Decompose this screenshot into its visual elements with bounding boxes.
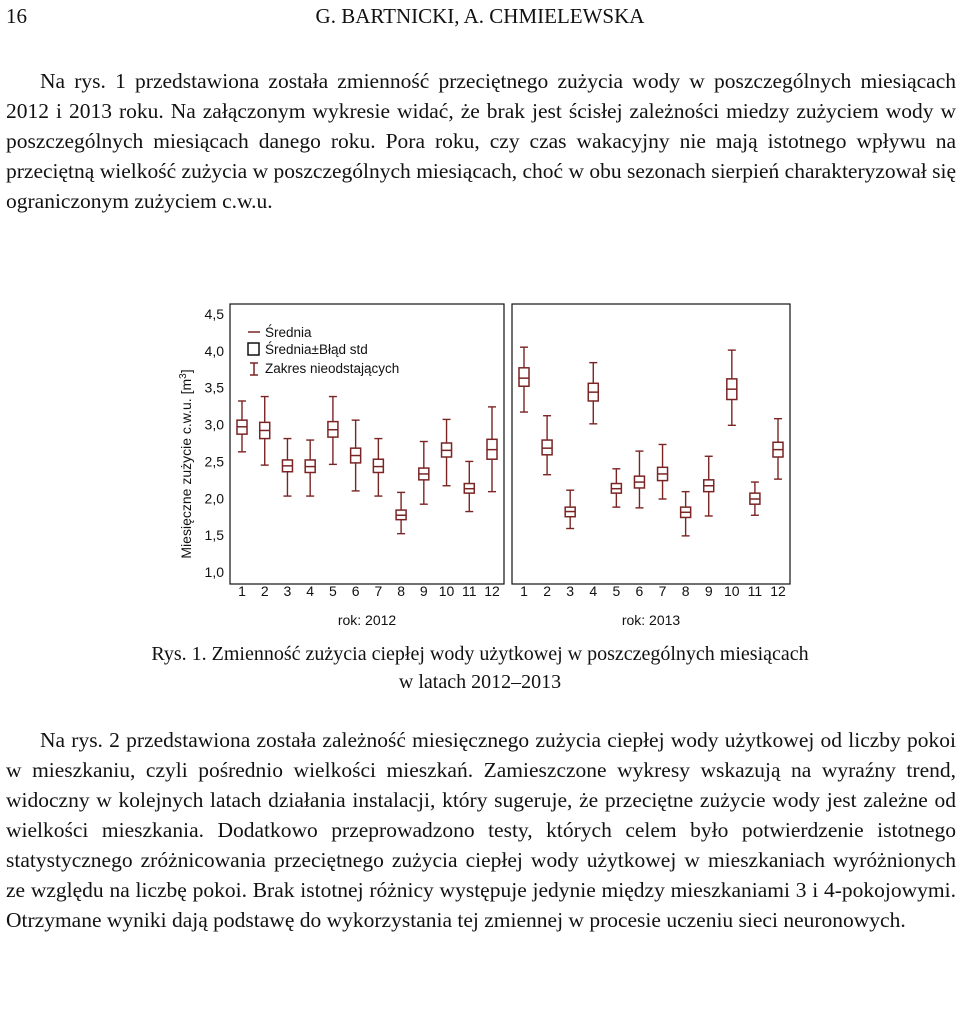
se-box <box>519 368 529 386</box>
page-header <box>0 4 960 34</box>
y-tick-label: 1,0 <box>204 564 224 580</box>
y-axis-ticks <box>205 306 225 580</box>
running-head-authors: G. BARTNICKI, A. CHMIELEWSKA <box>315 4 645 28</box>
panel-label: rok: 2012 <box>337 612 397 628</box>
x-tick-label: 6 <box>351 583 360 599</box>
x-tick-label: 12 <box>484 583 500 599</box>
x-tick-label: 8 <box>681 583 690 599</box>
paragraph-1: Na rys. 1 przedstawiona została zmienność przeciętnego zużycia wody w poszczególnych miesiącach 2012 i 2013 roku. Na załączonym wykresie widać, że brak jest ścisłej zależności miedzy zużyciem wody w poszczególnych miesiącach danego roku. Pora roku, czy czas wakacyjny nie mają istotnego wpływu na przeciętną wielkość zużycia w poszczególnych miesiącach, choć w obu sezonach sierpień charakteryzował się ograniczonym zużyciem c.w.u. <box>6 69 956 213</box>
y-axis-label: Miesięczne zużycie c.w.u. $[m^3]$ <box>178 369 194 559</box>
x-tick-label: 6 <box>635 583 644 599</box>
x-tick-label: 1 <box>238 583 246 599</box>
panel-label: rok: 2013 <box>621 612 681 628</box>
x-tick-label: 11 <box>461 583 477 599</box>
x-tick-label: 11 <box>747 583 763 599</box>
legend-se-marker <box>248 343 259 355</box>
caption-line-1: Rys. 1. Zmienność zużycia ciepłej wody użytkowej w poszczególnych miesiącach <box>151 643 809 665</box>
x-tick-label: 9 <box>704 583 713 599</box>
legend <box>248 325 399 376</box>
legend-entry-se: Średnia±Błąd std <box>265 342 368 357</box>
boxplot-chart <box>0 296 960 636</box>
y-tick-label: 4,5 <box>204 306 224 322</box>
x-tick-label: 7 <box>658 583 667 599</box>
y-tick-label: 3,5 <box>204 379 224 396</box>
x-tick-label: 3 <box>283 583 292 599</box>
y-tick-label: 1,5 <box>204 527 224 544</box>
x-tick-label: 2 <box>260 583 269 599</box>
paragraph-2: Na rys. 2 przedstawiona została zależność miesięcznego zużycia ciepłej wody użytkowej od liczby pokoi w mieszkaniu, czyli pośrednio wielkości mieszkań. Zamieszczone wykresy wskazują na wyraźny trend, widoczny w kolejnych latach działania instalacji, który sugeruje, że przeciętne zużycie wody jest zależne od wielkości mieszkania. Dodatkowo przeprowadzono testy, których celem było potwierdzenie istotnego statystycznego zróżnicowania przeciętnego zużycia ciepłej wody użytkowej w mieszkaniach wyróżnionych ze względu na liczbę pokoi. Brak istotnej różnicy występuje jedynie między mieszkaniami 3 i 4-pokojowymi. Otrzymane wyniki dają podstawę do wykorzystania tej zmiennej w procesie uczeniu sieci neuronowych. <box>6 728 956 932</box>
x-tick-label: 10 <box>438 583 455 599</box>
x-tick-label: 1 <box>520 583 528 599</box>
x-tick-label: 5 <box>612 583 621 599</box>
legend-entry-range: Zakres nieodstających <box>265 361 400 376</box>
x-tick-label: 5 <box>329 583 337 599</box>
x-tick-label: 4 <box>306 583 315 599</box>
panel-2013 <box>512 304 790 628</box>
y-tick-label: 2,5 <box>204 453 224 470</box>
caption-line-2: w latach 2012–2013 <box>398 671 562 693</box>
y-tick-label: 4,0 <box>204 342 224 359</box>
x-tick-label: 3 <box>566 583 575 599</box>
page-number: 16 <box>6 4 27 28</box>
x-tick-label: 10 <box>724 583 740 599</box>
x-tick-label: 8 <box>397 583 405 599</box>
x-tick-label: 7 <box>374 583 383 599</box>
figure-caption <box>0 640 960 696</box>
panel-frame <box>512 304 790 584</box>
legend-range-marker <box>250 363 258 375</box>
legend-entry-mean: Średnia <box>265 325 312 340</box>
y-tick-label: 3,0 <box>204 416 224 433</box>
x-tick-label: 2 <box>543 583 551 599</box>
x-tick-label: 12 <box>770 583 786 599</box>
figure-1 <box>0 296 960 636</box>
x-tick-label: 9 <box>419 583 428 599</box>
y-tick-label: 2,0 <box>204 490 224 507</box>
x-tick-label: 4 <box>589 583 598 599</box>
